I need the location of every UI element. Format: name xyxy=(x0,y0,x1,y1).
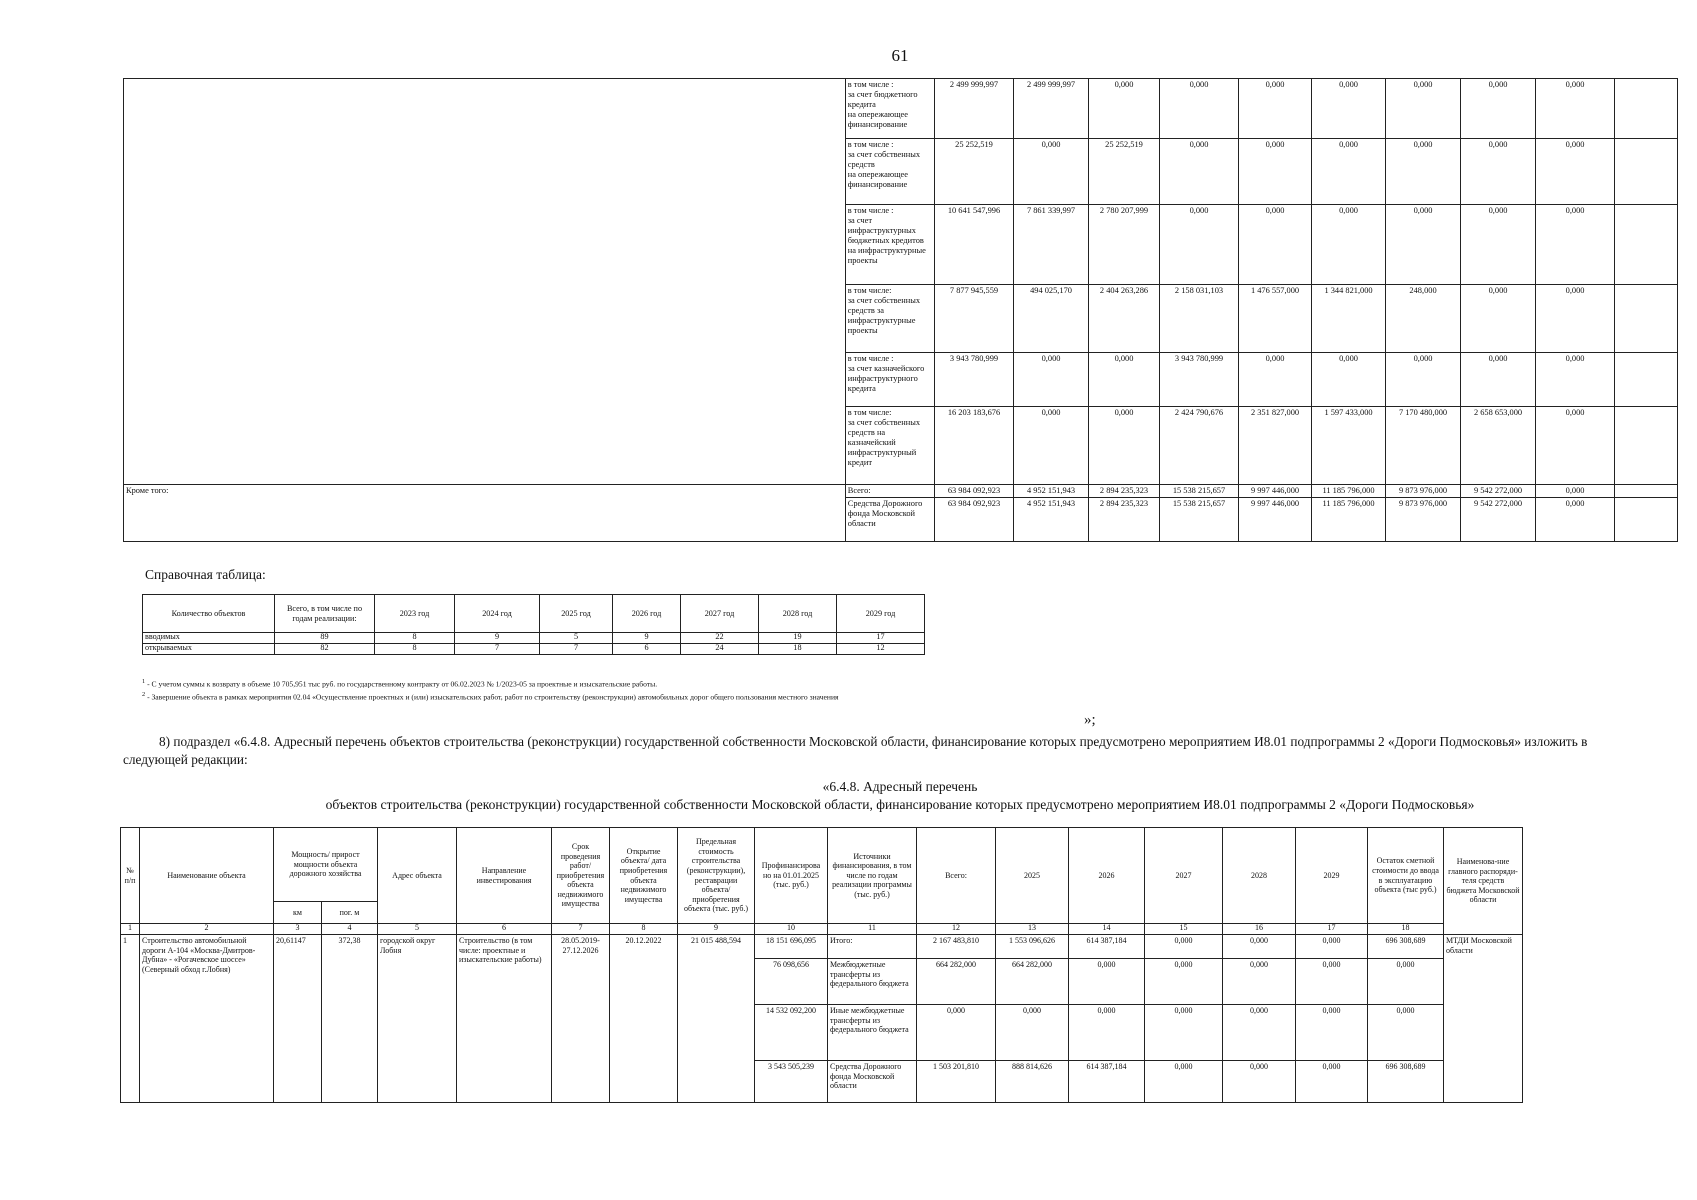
object-opening: 20.12.2022 xyxy=(610,935,678,1103)
value-2029: 0,000 xyxy=(1296,1005,1368,1061)
funding-value: 0,000 xyxy=(1014,139,1089,205)
object-address: городской округ Лобня xyxy=(378,935,457,1103)
value-2029: 0,000 xyxy=(1296,935,1368,959)
funding-value: 11 185 796,000 xyxy=(1312,498,1386,542)
funding-value: 9 542 272,000 xyxy=(1461,485,1536,498)
value-2026: 0,000 xyxy=(1069,959,1145,1005)
object-manager: МТДИ Московской области xyxy=(1444,935,1523,1103)
funding-value: 3 943 780,999 xyxy=(934,353,1013,407)
funding-value: 15 538 215,657 xyxy=(1159,485,1238,498)
amendment-paragraph: 8) подраздел «6.4.8. Адресный перечень объектов строительства (реконструкции) государственной собственности Московской области, финансирование которых предусмотрено мероприятием И8.01 подпрограммы 2 «Дороги Подмосковья» изложить в следующей редакции: xyxy=(123,734,1588,767)
funding-source-label: в том числе: за счет собственных средств на казначейский инфраструктурный кредит xyxy=(845,407,934,485)
funding-value: 0,000 xyxy=(1536,353,1615,407)
table-row xyxy=(124,79,1678,139)
column-number: 13 xyxy=(996,924,1069,935)
column-header: 2024 год xyxy=(455,595,540,633)
value-2026: 614 387,184 xyxy=(1069,1061,1145,1103)
funding-value: 0,000 xyxy=(1239,139,1312,205)
empty-cell xyxy=(1615,285,1678,353)
column-header: 2025 год xyxy=(540,595,613,633)
funding-value: 0,000 xyxy=(1386,79,1461,139)
empty-cell xyxy=(1615,79,1678,139)
table-cell: 24 xyxy=(681,644,759,655)
funding-value: 16 203 183,676 xyxy=(934,407,1013,485)
value-remainder: 0,000 xyxy=(1368,959,1444,1005)
funding-value: 0,000 xyxy=(1536,139,1615,205)
funding-value: 0,000 xyxy=(1312,79,1386,139)
quote-close: »; xyxy=(1084,712,1096,728)
funding-value: 3 943 780,999 xyxy=(1159,353,1238,407)
reference-table-title: Справочная таблица: xyxy=(145,567,266,582)
value-2027: 0,000 xyxy=(1145,1061,1223,1103)
object-pogm: 372,38 xyxy=(322,935,378,1103)
table-cell: 5 xyxy=(540,633,613,644)
funding-source-label: в том числе : за счет инфраструктурных бюджетных кредитов на инфраструктурные проекты xyxy=(845,205,934,285)
table-cell: 9 xyxy=(455,633,540,644)
funding-value: 63 984 092,923 xyxy=(934,498,1013,542)
funding-value: 9 873 976,000 xyxy=(1386,485,1461,498)
header-km: км xyxy=(274,902,322,924)
header-term: Срок проведения работ/ приобретения объекта недвижимого имущества xyxy=(552,828,610,924)
funding-value: 0,000 xyxy=(1014,353,1089,407)
column-number: 12 xyxy=(917,924,996,935)
funding-value: 2 894 235,323 xyxy=(1089,485,1160,498)
column-number: 16 xyxy=(1223,924,1296,935)
funding-source-label: в том числе : за счет бюджетного кредита на опережающее финансирование xyxy=(845,79,934,139)
source-label: Итого: xyxy=(828,935,917,959)
funding-value: 25 252,519 xyxy=(934,139,1013,205)
funding-value: 0,000 xyxy=(1089,407,1160,485)
column-number: 7 xyxy=(552,924,610,935)
funding-source-label: Средства Дорожного фонда Московской области xyxy=(845,498,934,542)
table-cell: 7 xyxy=(540,644,613,655)
table-cell: 8 xyxy=(375,644,455,655)
funding-value: 0,000 xyxy=(1461,139,1536,205)
funding-value: 0,000 xyxy=(1461,79,1536,139)
table-cell: 9 xyxy=(613,633,681,644)
empty-cell xyxy=(1615,498,1678,542)
value-2028: 0,000 xyxy=(1223,1061,1296,1103)
funding-value: 4 952 151,943 xyxy=(1014,498,1089,542)
header-opening: Открытие объекта/ дата приобретения объекта недвижимого имущества xyxy=(610,828,678,924)
value-total: 2 167 483,810 xyxy=(917,935,996,959)
value-2027: 0,000 xyxy=(1145,959,1223,1005)
funding-source-label: Всего: xyxy=(845,485,934,498)
funding-value: 7 170 480,000 xyxy=(1386,407,1461,485)
value-2026: 614 387,184 xyxy=(1069,935,1145,959)
column-number: 5 xyxy=(378,924,457,935)
table-cell: 8 xyxy=(375,633,455,644)
table-cell: 22 xyxy=(681,633,759,644)
header-capacity: Мощность/ прирост мощности объекта дорожного хозяйства xyxy=(274,828,378,902)
funding-value: 0,000 xyxy=(1159,139,1238,205)
value-remainder: 0,000 xyxy=(1368,1005,1444,1061)
header-manager: Наименова-ние главного распоряди-теля средств бюджета Московской области xyxy=(1444,828,1523,935)
source-label: Иные межбюджетные трансферты из федерального бюджета xyxy=(828,1005,917,1061)
object-km: 20,61147 xyxy=(274,935,322,1103)
table-cell: 17 xyxy=(837,633,925,644)
empty-cell xyxy=(1615,139,1678,205)
funding-value: 0,000 xyxy=(1536,485,1615,498)
table-cell: 19 xyxy=(759,633,837,644)
besides-label: Кроме того: xyxy=(124,485,846,542)
funding-value: 0,000 xyxy=(1536,205,1615,285)
column-number: 6 xyxy=(457,924,552,935)
header-2028: 2028 xyxy=(1223,828,1296,924)
column-header: 2023 год xyxy=(375,595,455,633)
funding-source-label: в том числе : за счет собственных средств на опережающее финансирование xyxy=(845,139,934,205)
empty-cell xyxy=(1615,205,1678,285)
funding-value: 2 499 999,997 xyxy=(934,79,1013,139)
reference-table xyxy=(142,594,925,655)
funding-source-label: в том числе : за счет казначейского инфраструктурного кредита xyxy=(845,353,934,407)
funding-value: 494 025,170 xyxy=(1014,285,1089,353)
column-header: 2027 год xyxy=(681,595,759,633)
funding-value: 0,000 xyxy=(1461,285,1536,353)
header-direction: Направление инвестирования xyxy=(457,828,552,924)
object-limit-cost: 21 015 488,594 xyxy=(678,935,755,1103)
column-number: 1 xyxy=(121,924,140,935)
column-number: 8 xyxy=(610,924,678,935)
source-label: Межбюджетные трансферты из федерального бюджета xyxy=(828,959,917,1005)
value-2025: 664 282,000 xyxy=(996,959,1069,1005)
funding-value: 0,000 xyxy=(1536,498,1615,542)
table-row xyxy=(143,633,925,644)
funding-value: 2 158 031,103 xyxy=(1159,285,1238,353)
value-2028: 0,000 xyxy=(1223,1005,1296,1061)
value-2025: 888 814,626 xyxy=(996,1061,1069,1103)
funding-value: 0,000 xyxy=(1089,353,1160,407)
object-term: 28.05.2019-27.12.2026 xyxy=(552,935,610,1103)
funding-value: 0,000 xyxy=(1014,407,1089,485)
column-header: 2028 год xyxy=(759,595,837,633)
funding-value: 0,000 xyxy=(1159,79,1238,139)
column-header: 2029 год xyxy=(837,595,925,633)
column-number: 17 xyxy=(1296,924,1368,935)
column-number: 14 xyxy=(1069,924,1145,935)
funding-value: 0,000 xyxy=(1312,139,1386,205)
table-row xyxy=(124,485,1678,498)
funding-value: 7 861 339,997 xyxy=(1014,205,1089,285)
header-2029: 2029 xyxy=(1296,828,1368,924)
funding-value: 2 780 207,999 xyxy=(1089,205,1160,285)
funding-value: 2 351 827,000 xyxy=(1239,407,1312,485)
funding-value: 0,000 xyxy=(1536,407,1615,485)
source-label: Средства Дорожного фонда Московской области xyxy=(828,1061,917,1103)
table-cell: 18 xyxy=(759,644,837,655)
column-number: 15 xyxy=(1145,924,1223,935)
funding-value: 2 499 999,997 xyxy=(1014,79,1089,139)
funding-value: 2 404 263,286 xyxy=(1089,285,1160,353)
header-sources: Источники финансирования, в том числе по годам реализации программы (тыс. руб.) xyxy=(828,828,917,924)
table-header-row xyxy=(143,595,925,633)
merged-blank-cell xyxy=(124,79,846,485)
funding-value: 9 542 272,000 xyxy=(1461,498,1536,542)
funding-value: 0,000 xyxy=(1312,205,1386,285)
section-title: «6.4.8. Адресный перечень xyxy=(822,779,978,794)
object-num: 1 xyxy=(121,935,140,1103)
section-subtitle: объектов строительства (реконструкции) государственной собственности Московской области, финансирование которых предусмотрено мероприятием И8.01 подпрограммы 2 «Дороги Подмосковья» xyxy=(325,797,1475,812)
footnote-1: $^1$ - С учетом суммы к возврату в объеме 10 705,951 тыс руб. по государственному контракту от 06.02.2023 № 1/2023-05 за проектные и изыскательские работы. xyxy=(142,678,658,689)
funding-value: 25 252,519 xyxy=(1089,139,1160,205)
funding-value: 63 984 092,923 xyxy=(934,485,1013,498)
header-pogm: пог. м xyxy=(322,902,378,924)
value-2026: 0,000 xyxy=(1069,1005,1145,1061)
header-remainder: Остаток сметной стоимости до ввода в эксплуатацию объекта (тыс руб.) xyxy=(1368,828,1444,924)
value-2025: 0,000 xyxy=(996,1005,1069,1061)
funding-value: 0,000 xyxy=(1239,79,1312,139)
column-header: Количество объектов xyxy=(143,595,275,633)
prefinanced-value: 76 098,656 xyxy=(755,959,828,1005)
funding-value: 9 997 446,000 xyxy=(1239,498,1312,542)
header-2026: 2026 xyxy=(1069,828,1145,924)
column-numbers-row xyxy=(121,924,1523,935)
funding-value: 10 641 547,996 xyxy=(934,205,1013,285)
funding-table-continued xyxy=(123,78,1678,542)
value-total: 1 503 201,810 xyxy=(917,1061,996,1103)
value-2025: 1 553 096,626 xyxy=(996,935,1069,959)
column-number: 2 xyxy=(140,924,274,935)
footnote-2: $^2$ - Завершение объекта в рамках мероприятия 02.04 «Осуществление проектных и (или) изыскательских работ, работ по строительству (реконструкции) автомобильных дорог общего пользования местного значения xyxy=(142,691,839,702)
column-number: 4 xyxy=(322,924,378,935)
funding-value: 15 538 215,657 xyxy=(1159,498,1238,542)
row-label: открываемых xyxy=(143,644,275,655)
table-row xyxy=(143,644,925,655)
funding-value: 9 997 446,000 xyxy=(1239,485,1312,498)
funding-value: 0,000 xyxy=(1089,79,1160,139)
row-label: вводимых xyxy=(143,633,275,644)
funding-value: 0,000 xyxy=(1461,205,1536,285)
column-number: 9 xyxy=(678,924,755,935)
funding-value: 0,000 xyxy=(1239,205,1312,285)
funding-value: 248,000 xyxy=(1386,285,1461,353)
page-number: 61 xyxy=(891,46,909,65)
column-header: Всего, в том числе по годам реализации: xyxy=(275,595,375,633)
value-2029: 0,000 xyxy=(1296,1061,1368,1103)
funding-source-label: в том числе: за счет собственных средств за инфраструктурные проекты xyxy=(845,285,934,353)
funding-value: 2 894 235,323 xyxy=(1089,498,1160,542)
table-cell: 6 xyxy=(613,644,681,655)
table-cell: 12 xyxy=(837,644,925,655)
header-limit-cost: Предельная стоимость строительства (реконструкции), реставрации объекта/ приобретения объекта (тыс. руб.) xyxy=(678,828,755,924)
funding-value: 0,000 xyxy=(1386,205,1461,285)
table-cell: 82 xyxy=(275,644,375,655)
column-number: 11 xyxy=(828,924,917,935)
funding-value: 0,000 xyxy=(1461,353,1536,407)
funding-value: 2 424 790,676 xyxy=(1159,407,1238,485)
column-header: 2026 год xyxy=(613,595,681,633)
funding-value: 1 344 821,000 xyxy=(1312,285,1386,353)
column-number: 3 xyxy=(274,924,322,935)
empty-cell xyxy=(1615,353,1678,407)
empty-cell xyxy=(1615,485,1678,498)
object-direction: Строительство (в том числе: проектные и изыскательские работы) xyxy=(457,935,552,1103)
value-2029: 0,000 xyxy=(1296,959,1368,1005)
column-number: 10 xyxy=(755,924,828,935)
value-remainder: 696 308,689 xyxy=(1368,935,1444,959)
value-2027: 0,000 xyxy=(1145,1005,1223,1061)
header-prefinanced: Профинансирова но на 01.01.2025 (тыс. руб.) xyxy=(755,828,828,924)
table-row xyxy=(121,935,1523,959)
funding-value: 0,000 xyxy=(1239,353,1312,407)
header-2027: 2027 xyxy=(1145,828,1223,924)
value-2027: 0,000 xyxy=(1145,935,1223,959)
header-total: Всего: xyxy=(917,828,996,924)
prefinanced-value: 14 532 092,200 xyxy=(755,1005,828,1061)
header-address: Адрес объекта xyxy=(378,828,457,924)
value-2028: 0,000 xyxy=(1223,959,1296,1005)
value-total: 0,000 xyxy=(917,1005,996,1061)
value-remainder: 696 308,689 xyxy=(1368,1061,1444,1103)
funding-value: 0,000 xyxy=(1386,353,1461,407)
header-num: № п/п xyxy=(121,828,140,924)
empty-cell xyxy=(1615,407,1678,485)
funding-value: 4 952 151,943 xyxy=(1014,485,1089,498)
funding-value: 0,000 xyxy=(1312,353,1386,407)
prefinanced-value: 18 151 696,095 xyxy=(755,935,828,959)
address-list-table xyxy=(120,827,1523,1103)
value-2028: 0,000 xyxy=(1223,935,1296,959)
header-object-name: Наименование объекта xyxy=(140,828,274,924)
funding-value: 0,000 xyxy=(1386,139,1461,205)
header-2025: 2025 xyxy=(996,828,1069,924)
funding-value: 0,000 xyxy=(1536,79,1615,139)
value-total: 664 282,000 xyxy=(917,959,996,1005)
funding-value: 1 597 433,000 xyxy=(1312,407,1386,485)
table-cell: 7 xyxy=(455,644,540,655)
funding-value: 7 877 945,559 xyxy=(934,285,1013,353)
funding-value: 0,000 xyxy=(1536,285,1615,353)
table-cell: 89 xyxy=(275,633,375,644)
funding-value: 11 185 796,000 xyxy=(1312,485,1386,498)
funding-value: 9 873 976,000 xyxy=(1386,498,1461,542)
funding-value: 1 476 557,000 xyxy=(1239,285,1312,353)
column-number: 18 xyxy=(1368,924,1444,935)
object-name: Строительство автомобильной дороги А-104 «Москва-Дмитров-Дубна» - «Рогачевское шоссе» (Северный обход г.Лобня) xyxy=(140,935,274,1103)
prefinanced-value: 3 543 505,239 xyxy=(755,1061,828,1103)
funding-value: 0,000 xyxy=(1159,205,1238,285)
funding-value: 2 658 653,000 xyxy=(1461,407,1536,485)
